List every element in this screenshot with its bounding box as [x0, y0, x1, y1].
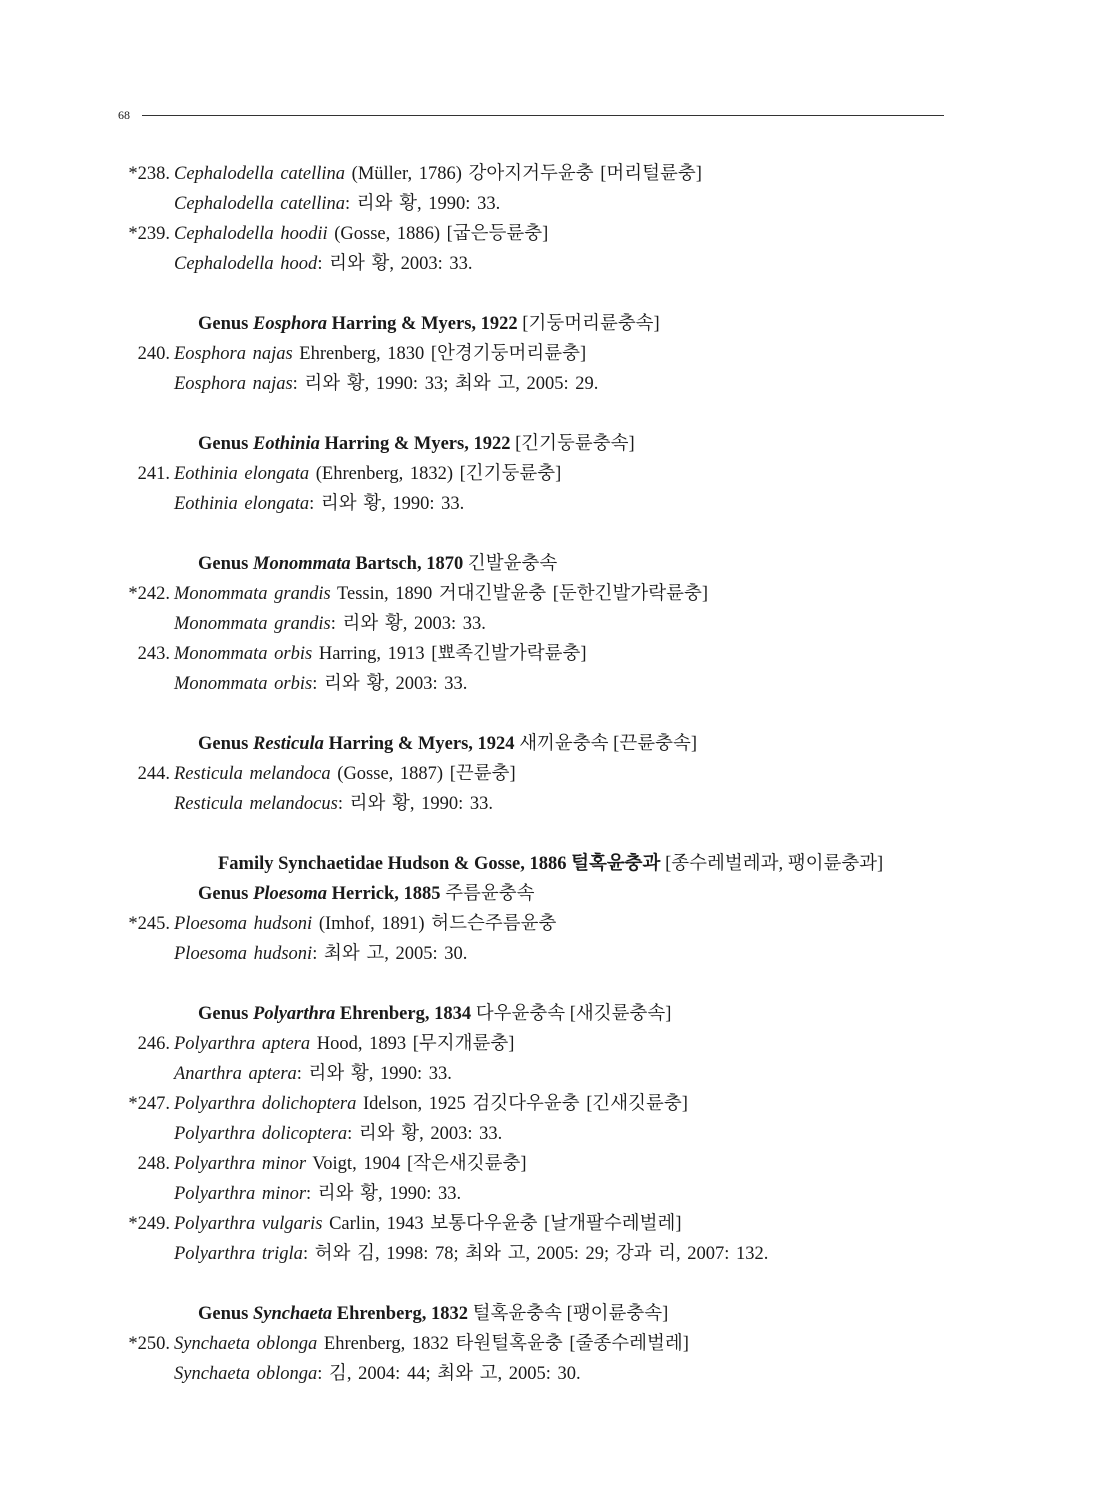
genus-author: Harring & Myers, 1922: [319, 434, 511, 454]
genus-name: Ploesoma: [253, 884, 328, 904]
species-number: 244.: [137, 764, 170, 784]
synonym-name: Cephalodella hood: [174, 254, 318, 274]
species-number: *239.: [128, 224, 170, 244]
family-korean-name: [종수레벌레과, 팽이륜충과]: [660, 854, 884, 874]
synonym-name: Eosphora najas: [174, 374, 293, 394]
species-entry: [118, 1029, 998, 1059]
species-epithet: vulgaris: [261, 1214, 323, 1234]
species-genus: Polyarthra: [174, 1034, 256, 1054]
genus-author: Herrick, 1885: [327, 884, 441, 904]
synonym-reference: : 리와 황, 2003: 33.: [317, 254, 473, 274]
species-number: *238.: [128, 164, 170, 184]
species-entry: [118, 1089, 998, 1119]
genus-korean-name: 긴발윤충속: [463, 554, 558, 574]
species-list: [118, 159, 998, 1389]
genus-name: Synchaeta: [253, 1304, 333, 1324]
species-genus: Polyarthra: [174, 1214, 256, 1234]
genus-heading: [118, 309, 998, 339]
species-authority: Carlin, 1943 보통다우윤충 [날개팔수레벌레]: [322, 1214, 682, 1234]
species-epithet: grandis: [274, 584, 331, 604]
synonym-reference: : 최와 고, 2005: 30.: [312, 944, 468, 964]
genus-heading: [118, 729, 998, 759]
synonym-line: [118, 1119, 998, 1149]
synonym-reference: : 리와 황, 1990: 33; 최와 고, 2005: 29.: [292, 374, 599, 394]
genus-prefix: Genus: [198, 884, 254, 904]
species-number: *245.: [128, 914, 170, 934]
species-entry: [118, 459, 998, 489]
species-entry: [118, 1209, 998, 1239]
species-entry: [118, 639, 998, 669]
genus-korean-name: [긴기둥륜충속]: [510, 434, 635, 454]
genus-author: Bartsch, 1870: [350, 554, 464, 574]
species-epithet: najas: [252, 344, 293, 364]
synonym-line: [118, 1179, 998, 1209]
synonym-name: Monommata orbis: [174, 674, 313, 694]
genus-title: [198, 554, 463, 574]
genus-author: Harring & Myers, 1924: [323, 734, 515, 754]
synonym-reference: : 리와 황, 1990: 33.: [345, 194, 501, 214]
species-authority: (Müller, 1786) 강아지거두윤충 [머리털륜충]: [345, 164, 702, 184]
species-authority: Ehrenberg, 1830 [안경기둥머리륜충]: [292, 344, 587, 364]
species-genus: Cephalodella: [174, 224, 274, 244]
species-entry: [118, 159, 998, 189]
species-genus: Polyarthra: [174, 1154, 256, 1174]
genus-name: Polyarthra: [253, 1004, 336, 1024]
species-authority: (Ehrenberg, 1832) [긴기둥륜충]: [309, 464, 562, 484]
synonym-line: [118, 249, 998, 279]
genus-heading: [118, 429, 998, 459]
synonym-reference: : 리와 황, 1990: 33.: [337, 794, 493, 814]
synonym-name: Resticula melandocus: [174, 794, 338, 814]
synonym-line: [118, 939, 998, 969]
synonym-name: Anarthra aptera: [174, 1064, 297, 1084]
species-number: *250.: [128, 1334, 170, 1354]
species-authority: Idelson, 1925 검깃다우윤충 [긴새깃륜충]: [356, 1094, 688, 1114]
genus-korean-name: 새끼윤충속 [끈륜충속]: [514, 734, 697, 754]
genus-korean-name: 주름윤충속: [440, 884, 535, 904]
species-epithet: oblonga: [256, 1334, 318, 1354]
synonym-name: Cephalodella catellina: [174, 194, 346, 214]
species-genus: Eosphora: [174, 344, 246, 364]
genus-title: [198, 314, 518, 334]
species-entry: [118, 759, 998, 789]
synonym-reference: : 리와 황, 1990: 33.: [309, 494, 465, 514]
species-entry: [118, 219, 998, 249]
synonym-line: [118, 369, 998, 399]
genus-heading: [118, 549, 998, 579]
synonym-name: Ploesoma hudsoni: [174, 944, 313, 964]
genus-author: Harring & Myers, 1922: [327, 314, 518, 334]
genus-title: [198, 1004, 471, 1024]
synonym-name: Polyarthra minor: [174, 1184, 307, 1204]
species-genus: Cephalodella: [174, 164, 274, 184]
species-entry: [118, 1329, 998, 1359]
species-number: 248.: [137, 1154, 170, 1174]
synonym-line: [118, 189, 998, 219]
genus-title: [198, 1304, 468, 1324]
species-genus: Eothinia: [174, 464, 238, 484]
genus-prefix: Genus: [198, 314, 254, 334]
synonym-line: [118, 489, 998, 519]
synonym-line: [118, 1359, 998, 1389]
species-epithet: catellina: [280, 164, 346, 184]
synonym-reference: : 리와 황, 2003: 33.: [312, 674, 468, 694]
genus-title: [198, 734, 515, 754]
species-number: 243.: [137, 644, 170, 664]
species-genus: Ploesoma: [174, 914, 247, 934]
species-number: 241.: [137, 464, 170, 484]
species-epithet: aptera: [261, 1034, 311, 1054]
species-epithet: hoodii: [280, 224, 328, 244]
genus-heading: [118, 879, 998, 909]
species-genus: Monommata: [174, 584, 268, 604]
species-entry: [118, 339, 998, 369]
species-number: *247.: [128, 1094, 170, 1114]
synonym-reference: : 김, 2004: 44; 최와 고, 2005: 30.: [317, 1364, 581, 1384]
species-genus: Monommata: [174, 644, 268, 664]
genus-name: Resticula: [253, 734, 324, 754]
synonym-reference: : 리와 황, 2003: 33.: [330, 614, 486, 634]
synonym-line: [118, 1239, 998, 1269]
genus-prefix: Genus: [198, 1004, 254, 1024]
species-authority: Hood, 1893 [무지개륜충]: [310, 1034, 515, 1054]
synonym-name: Eothinia elongata: [174, 494, 310, 514]
genus-title: [198, 434, 510, 454]
genus-heading: [118, 999, 998, 1029]
synonym-name: Polyarthra dolicoptera: [174, 1124, 348, 1144]
genus-korean-name: [기둥머리륜충속]: [517, 314, 660, 334]
synonym-name: Synchaeta oblonga: [174, 1364, 318, 1384]
page-number: 68: [118, 108, 130, 122]
synonym-reference: : 리와 황, 1990: 33.: [296, 1064, 452, 1084]
genus-heading: [118, 1299, 998, 1329]
genus-korean-name: 털혹윤충속 [팽이륜충속]: [468, 1304, 669, 1324]
species-authority: Tessin, 1890 거대긴발윤충 [둔한긴발가락륜충]: [330, 584, 709, 604]
species-epithet: orbis: [274, 644, 313, 664]
synonym-name: Monommata grandis: [174, 614, 331, 634]
species-number: 246.: [137, 1034, 170, 1054]
header-rule: [142, 115, 944, 116]
species-epithet: dolichoptera: [261, 1094, 357, 1114]
genus-prefix: Genus: [198, 434, 254, 454]
synonym-reference: : 허와 김, 1998: 78; 최와 고, 2005: 29; 강과 리, 2007: 132.: [302, 1244, 769, 1264]
family-heading: [118, 849, 998, 879]
genus-prefix: Genus: [198, 1304, 254, 1324]
synonym-line: [118, 789, 998, 819]
synonym-line: [118, 609, 998, 639]
genus-name: Eosphora: [253, 314, 328, 334]
genus-author: Ehrenberg, 1834: [335, 1004, 472, 1024]
species-genus: Synchaeta: [174, 1334, 251, 1354]
species-number: *242.: [128, 584, 170, 604]
synonym-name: Polyarthra trigla: [174, 1244, 303, 1264]
species-authority: Ehrenberg, 1832 타원털혹윤충 [줄종수레벌레]: [317, 1334, 689, 1354]
species-epithet: hudsoni: [253, 914, 313, 934]
species-authority: (Gosse, 1886) [굽은등륜충]: [327, 224, 549, 244]
species-authority: (Gosse, 1887) [끈륜충]: [330, 764, 516, 784]
genus-name: Eothinia: [253, 434, 320, 454]
synonym-reference: : 리와 황, 1990: 33.: [306, 1184, 462, 1204]
species-entry: [118, 909, 998, 939]
species-entry: [118, 1149, 998, 1179]
synonym-line: [118, 1059, 998, 1089]
species-genus: Polyarthra: [174, 1094, 256, 1114]
synonym-reference: : 리와 황, 2003: 33.: [347, 1124, 503, 1144]
species-entry: [118, 579, 998, 609]
species-number: 240.: [137, 344, 170, 364]
genus-prefix: Genus: [198, 554, 254, 574]
genus-title: [198, 884, 441, 904]
page-header: [118, 106, 944, 126]
species-epithet: elongata: [244, 464, 310, 484]
species-authority: (Imhof, 1891) 허드슨주름윤충: [312, 914, 557, 934]
genus-prefix: Genus: [198, 734, 254, 754]
family-title: Family Synchaetidae Hudson & Gosse, 1886 털혹윤충과: [218, 854, 661, 874]
species-authority: Harring, 1913 [뾰족긴발가락륜충]: [312, 644, 587, 664]
species-epithet: melandoca: [249, 764, 331, 784]
species-genus: Resticula: [174, 764, 243, 784]
genus-korean-name: 다우윤충속 [새깃륜충속]: [471, 1004, 672, 1024]
genus-author: Ehrenberg, 1832: [332, 1304, 468, 1324]
species-number: *249.: [128, 1214, 170, 1234]
species-epithet: minor: [261, 1154, 307, 1174]
species-authority: Voigt, 1904 [작은새깃륜충]: [306, 1154, 527, 1174]
synonym-line: [118, 669, 998, 699]
genus-name: Monommata: [253, 554, 351, 574]
